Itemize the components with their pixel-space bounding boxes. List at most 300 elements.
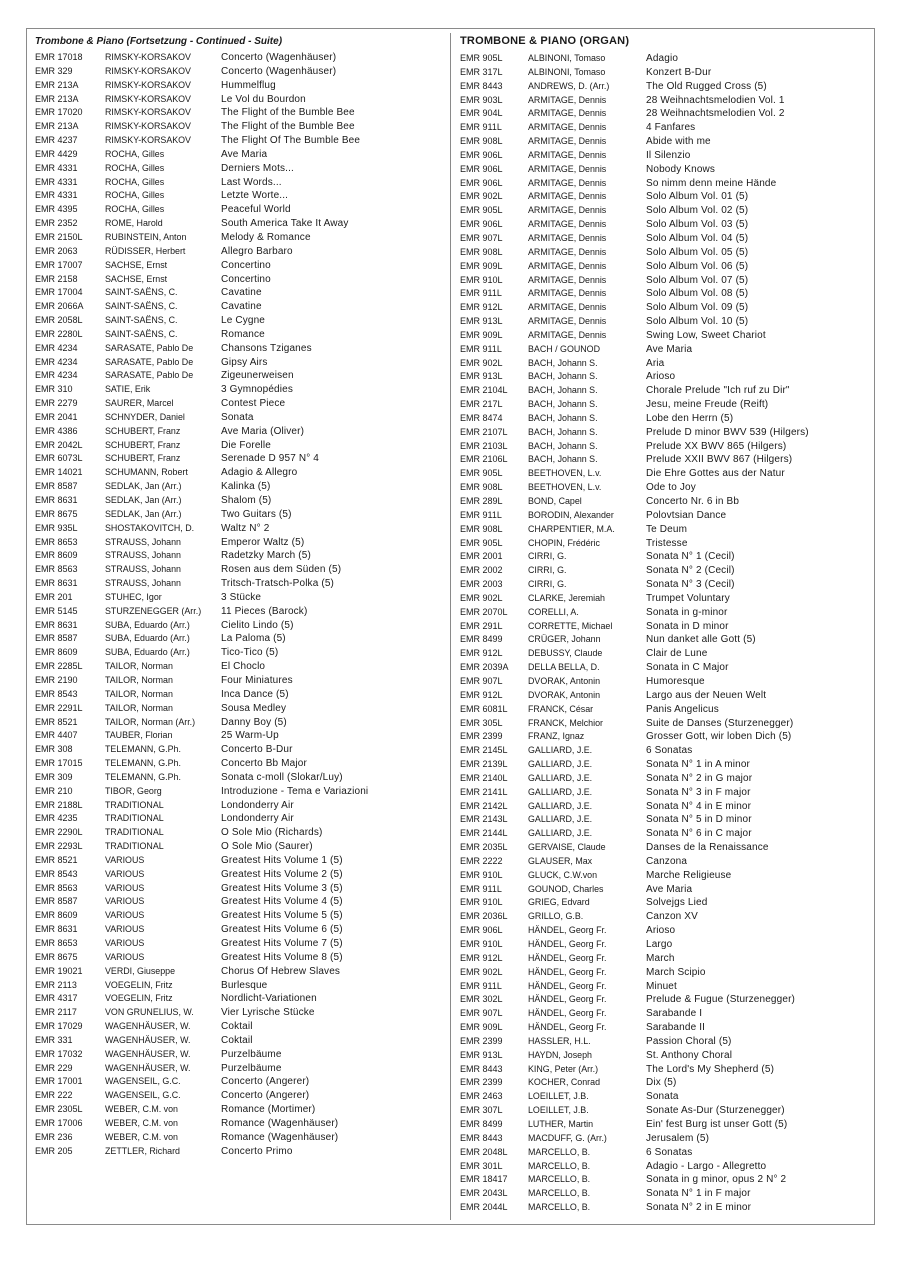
catalog-number: EMR 8587 [35, 896, 78, 907]
work-title: Sonata in C Major [646, 662, 729, 674]
work-title: Concerto (Wagenhäuser) [221, 65, 337, 77]
catalog-number: EMR 908L [460, 246, 503, 257]
work-title: Sonata N° 5 in D minor [646, 814, 752, 826]
list-item [460, 938, 870, 952]
work-title: Purzelbäume [221, 1062, 282, 1074]
work-title: Purzelbäume [221, 1048, 282, 1060]
work-title: Waltz N° 2 [221, 522, 270, 534]
work-title: 3 Gymnopédies [221, 384, 293, 396]
composer-name: ARMITAGE, Dennis [528, 205, 607, 216]
catalog-number: EMR 17032 [35, 1048, 83, 1059]
catalog-number: EMR 8675 [35, 951, 78, 962]
work-title: Solo Album Vol. 07 (5) [646, 274, 749, 286]
composer-name: TRADITIONAL [105, 813, 164, 824]
catalog-number: EMR 17001 [35, 1076, 83, 1087]
composer-name: SCHUBERT, Franz [105, 425, 181, 436]
list-item [35, 383, 445, 397]
catalog-number: EMR 17004 [35, 287, 83, 298]
catalog-number: EMR 2141L [460, 786, 508, 797]
catalog-number: EMR 291L [460, 620, 503, 631]
list-item [35, 591, 445, 605]
composer-name: MARCELLO, B. [528, 1146, 591, 1157]
composer-name: RIMSKY-KORSAKOV [105, 107, 191, 118]
work-title: Abide with me [646, 136, 711, 148]
composer-name: GALLIARD, J.E. [528, 814, 593, 825]
work-title: Emperor Waltz (5) [221, 536, 305, 548]
work-title: Le Cygne [221, 315, 266, 327]
composer-name: ROCHA, Gilles [105, 204, 165, 215]
catalog-number: EMR 17020 [35, 107, 83, 118]
work-title: Sarabande I [646, 1008, 703, 1020]
work-title: Prelude D minor BWV 539 (Hilgers) [646, 426, 809, 438]
right-catalog-list [460, 52, 870, 1215]
composer-name: SACHSE, Ernst [105, 259, 168, 270]
composer-name: SATIE, Erik [105, 384, 151, 395]
work-title: Sonata N° 1 in A minor [646, 759, 751, 771]
composer-name: KOCHER, Conrad [528, 1077, 601, 1088]
list-item [35, 522, 445, 536]
catalog-number: EMR 4331 [35, 176, 78, 187]
work-title: Solo Album Vol. 05 (5) [646, 246, 749, 258]
list-item [35, 508, 445, 522]
composer-name: ALBINONI, Tomaso [528, 66, 606, 77]
catalog-number: EMR 913L [460, 1049, 503, 1060]
composer-name: WEBER, C.M. von [105, 1131, 178, 1142]
work-title: Arioso [646, 925, 676, 937]
catalog-number: EMR 8631 [35, 495, 78, 505]
list-item [460, 52, 870, 66]
list-item [35, 812, 445, 826]
work-title: Solvejgs Lied [646, 897, 708, 909]
list-item [35, 992, 445, 1006]
list-item [35, 217, 445, 231]
list-item [460, 647, 870, 661]
work-title: Prelude & Fugue (Sturzenegger) [646, 994, 796, 1006]
work-title: Danses de la Renaissance [646, 842, 769, 854]
list-item [460, 1201, 870, 1215]
catalog-number: EMR 911L [460, 509, 502, 520]
list-item [460, 343, 870, 357]
list-item [35, 674, 445, 688]
composer-name: BACH, Johann S. [528, 399, 598, 410]
list-item [35, 93, 445, 107]
list-item [460, 1187, 870, 1201]
catalog-number: EMR 4331 [35, 190, 78, 201]
list-item [460, 800, 870, 814]
catalog-number: EMR 2036L [460, 911, 508, 922]
list-item [460, 232, 870, 246]
composer-name: ARMITAGE, Dennis [528, 177, 607, 188]
catalog-number: EMR 4386 [35, 425, 78, 436]
composer-name: KING, Peter (Arr.) [528, 1063, 599, 1074]
work-title: Radetzky March (5) [221, 550, 311, 562]
list-item [460, 758, 870, 772]
composer-name: SEDLAK, Jan (Arr.) [105, 495, 182, 505]
list-item [35, 452, 445, 466]
work-title: Concerto (Angerer) [221, 1090, 310, 1102]
catalog-number: EMR 902L [460, 191, 503, 202]
list-item [35, 1089, 445, 1103]
list-item [35, 1006, 445, 1020]
list-item [460, 661, 870, 675]
list-item [460, 260, 870, 274]
catalog-number: EMR 8631 [35, 619, 78, 630]
catalog-number: EMR 213A [35, 121, 79, 132]
composer-name: LOEILLET, J.B. [528, 1105, 589, 1116]
list-item [35, 106, 445, 120]
work-title: Londonderry Air [221, 813, 294, 825]
composer-name: ARMITAGE, Dennis [528, 149, 607, 160]
composer-name: FRANCK, Melchior [528, 717, 603, 728]
list-item [460, 703, 870, 717]
list-item [35, 259, 445, 273]
composer-name: HÄNDEL, Georg Fr. [528, 966, 607, 977]
list-item [35, 1103, 445, 1117]
composer-name: SARASATE, Pablo De [105, 370, 194, 381]
work-title: Adagio & Allegro [221, 467, 298, 479]
work-title: Coktail [221, 1034, 253, 1046]
work-title: Peaceful World [221, 204, 291, 216]
composer-name: HÄNDEL, Georg Fr. [528, 939, 607, 949]
catalog-number: EMR 222 [35, 1090, 73, 1101]
catalog-number: EMR 913L [460, 371, 503, 382]
composer-name: BACH / GOUNOD [528, 343, 600, 354]
composer-name: WAGENHÄUSER, W. [105, 1062, 191, 1073]
catalog-number: EMR 2290L [35, 827, 83, 838]
work-title: South America Take It Away [221, 218, 349, 230]
work-title: Polovtsian Dance [646, 509, 727, 521]
composer-name: HÄNDEL, Georg Fr. [528, 1022, 607, 1033]
work-title: Concertino [221, 259, 271, 271]
work-title: Letzte Worte... [221, 190, 289, 202]
composer-name: TRADITIONAL [105, 799, 164, 810]
composer-name: ARMITAGE, Dennis [528, 219, 607, 230]
composer-name: HÄNDEL, Georg Fr. [528, 980, 607, 991]
composer-name: BACH, Johann S. [528, 357, 598, 368]
catalog-number: EMR 902L [460, 966, 503, 977]
work-title: Aria [646, 357, 665, 369]
composer-name: HAYDN, Joseph [528, 1049, 592, 1060]
list-item [460, 121, 870, 135]
catalog-number: EMR 4317 [35, 993, 78, 1004]
list-item [35, 536, 445, 550]
work-title: Chorale Prelude "Ich ruf zu Dir" [646, 385, 790, 397]
work-title: The Flight Of The Bumble Bee [221, 135, 361, 147]
list-item [460, 980, 870, 994]
work-title: Cielito Lindo (5) [221, 619, 294, 631]
composer-name: TAILOR, Norman [105, 674, 173, 685]
work-title: Derniers Mots... [221, 162, 294, 174]
composer-name: ARMITAGE, Dennis [528, 274, 607, 285]
list-item [35, 799, 445, 813]
catalog-number: EMR 912L [460, 952, 503, 963]
work-title: Sonata N° 2 in G major [646, 772, 753, 784]
catalog-number: EMR 4235 [35, 813, 78, 824]
work-title: Dix (5) [646, 1077, 677, 1089]
work-title: The Flight of the Bumble Bee [221, 107, 355, 119]
work-title: Sonata N° 3 in F major [646, 786, 751, 798]
composer-name: STRAUSS, Johann [105, 564, 181, 575]
catalog-number: EMR 906L [460, 149, 503, 160]
catalog-number: EMR 201 [35, 591, 73, 602]
composer-name: HÄNDEL, Georg Fr. [528, 994, 607, 1005]
catalog-number: EMR 906L [460, 925, 503, 936]
composer-name: CRÜGER, Johann [528, 634, 601, 645]
work-title: Greatest Hits Volume 1 (5) [221, 854, 343, 866]
composer-name: RIMSKY-KORSAKOV [105, 121, 191, 132]
composer-name: TELEMANN, G.Ph. [105, 744, 181, 755]
work-title: Romance (Mortimer) [221, 1104, 316, 1116]
work-title: Four Miniatures [221, 674, 293, 686]
catalog-number: EMR 906L [460, 219, 503, 230]
catalog-number: EMR 8609 [35, 550, 78, 561]
work-title: Melody & Romance [221, 231, 311, 243]
catalog-number: EMR 18417 [460, 1174, 508, 1185]
work-title: Solo Album Vol. 02 (5) [646, 205, 749, 217]
work-title: Romance (Wagenhäuser) [221, 1131, 339, 1143]
catalog-number: EMR 2042L [35, 439, 83, 450]
composer-name: DEBUSSY, Claude [528, 648, 603, 659]
list-item [460, 592, 870, 606]
list-item [460, 149, 870, 163]
list-item [460, 107, 870, 121]
list-item [35, 369, 445, 383]
catalog-number: EMR 19021 [35, 965, 83, 976]
composer-name: VOEGELIN, Fritz [105, 993, 173, 1004]
work-title: Gipsy Airs [221, 356, 268, 368]
catalog-number: EMR 902L [460, 357, 503, 368]
work-title: Sonata in D minor [646, 620, 729, 632]
work-title: Sonata N° 4 in E minor [646, 800, 752, 812]
work-title: Sonata [646, 1091, 679, 1103]
list-item [35, 1048, 445, 1062]
catalog-number: EMR 2291L [35, 702, 83, 713]
catalog-number: EMR 310 [35, 384, 73, 395]
work-title: Shalom (5) [221, 495, 272, 506]
catalog-number: EMR 2106L [460, 454, 508, 465]
catalog-number: EMR 8631 [35, 924, 78, 935]
list-item [35, 286, 445, 300]
composer-name: MARCELLO, B. [528, 1160, 591, 1171]
work-title: Ode to Joy [646, 482, 696, 494]
catalog-number: EMR 8443 [460, 80, 503, 91]
list-item [35, 411, 445, 425]
composer-name: DELLA BELLA, D. [528, 662, 600, 673]
composer-name: TAILOR, Norman [105, 702, 173, 713]
catalog-number: EMR 909L [460, 329, 503, 340]
catalog-number: EMR 905L [460, 205, 503, 216]
catalog-number: EMR 907L [460, 1008, 503, 1019]
catalog-number: EMR 905L [460, 468, 503, 479]
work-title: 6 Sonatas [646, 1146, 693, 1158]
right-column [460, 34, 870, 1215]
list-item [35, 716, 445, 730]
composer-name: ANDREWS, D. (Arr.) [528, 80, 610, 91]
composer-name: BEETHOVEN, L.v. [528, 468, 602, 479]
catalog-number: EMR 2104L [460, 385, 508, 396]
work-title: Le Vol du Bourdon [221, 93, 306, 105]
list-item [460, 730, 870, 744]
list-item [460, 440, 870, 454]
work-title: Tritsch-Tratsch-Polka (5) [221, 578, 335, 590]
catalog-number: EMR 2107L [460, 426, 508, 437]
work-title: Sonata N° 2 in E minor [646, 1202, 752, 1214]
list-item [460, 135, 870, 149]
work-title: Tico-Tico (5) [221, 647, 279, 659]
column-divider [450, 33, 451, 1220]
catalog-number: EMR 301L [460, 1160, 503, 1171]
left-catalog-list [35, 51, 445, 1159]
work-title: Cavatine [221, 287, 262, 299]
work-title: Concerto B-Dur [221, 744, 293, 756]
composer-name: RIMSKY-KORSAKOV [105, 79, 191, 90]
catalog-number: EMR 2058L [35, 315, 83, 326]
list-item [460, 883, 870, 897]
composer-name: MARCELLO, B. [528, 1188, 591, 1199]
catalog-number: EMR 2048L [460, 1146, 508, 1157]
catalog-number: EMR 2399 [460, 1035, 503, 1046]
catalog-number: EMR 2063 [35, 245, 78, 256]
work-title: The Lord's My Shepherd (5) [646, 1063, 775, 1075]
list-item [35, 660, 445, 674]
catalog-number: EMR 910L [460, 274, 503, 285]
catalog-number: EMR 4234 [35, 356, 78, 367]
work-title: Chorus Of Hebrew Slaves [221, 965, 341, 977]
work-title: Konzert B-Dur [646, 66, 712, 78]
composer-name: TRADITIONAL [105, 827, 164, 838]
composer-name: GALLIARD, J.E. [528, 786, 593, 797]
composer-name: CIRRI, G. [528, 579, 567, 590]
composer-name: WEBER, C.M. von [105, 1104, 178, 1115]
work-title: Sarabande II [646, 1022, 706, 1034]
work-title: Solo Album Vol. 06 (5) [646, 260, 749, 272]
work-title: Ein' fest Burg ist unser Gott (5) [646, 1118, 788, 1130]
composer-name: TELEMANN, G.Ph. [105, 771, 181, 782]
list-item [460, 855, 870, 869]
composer-name: RIMSKY-KORSAKOV [105, 52, 191, 62]
catalog-number: EMR 6073L [35, 453, 83, 464]
list-item [35, 840, 445, 854]
catalog-number: EMR 911L [460, 122, 502, 133]
composer-name: GRILLO, G.B. [528, 911, 584, 922]
work-title: Largo [646, 939, 673, 950]
composer-name: BACH, Johann S. [528, 385, 598, 396]
composer-name: MARCELLO, B. [528, 1202, 591, 1213]
work-title: Cavatine [221, 301, 262, 313]
work-title: March Scipio [646, 966, 706, 978]
catalog-number: EMR 331 [35, 1034, 73, 1045]
catalog-number: EMR 4429 [35, 148, 78, 159]
catalog-number: EMR 289L [460, 496, 503, 506]
catalog-number: EMR 2039A [460, 662, 509, 673]
composer-name: RÜDISSER, Herbert [105, 245, 186, 256]
list-item [35, 314, 445, 328]
catalog-number: EMR 2279 [35, 398, 78, 409]
work-title: 28 Weihnachtsmelodien Vol. 2 [646, 108, 785, 120]
list-item [35, 549, 445, 563]
catalog-number: EMR 2140L [460, 772, 508, 783]
work-title: Introduzione - Tema e Variazioni [221, 785, 369, 797]
right-heading: TROMBONE & PIANO (ORGAN) [460, 35, 630, 47]
work-title: Romance [221, 328, 265, 340]
catalog-number: EMR 2043L [460, 1188, 508, 1199]
composer-name: LUTHER, Martin [528, 1118, 594, 1129]
composer-name: BACH, Johann S. [528, 412, 598, 423]
catalog-number: EMR 308 [35, 744, 73, 755]
catalog-number: EMR 2293L [35, 841, 83, 852]
catalog-number: EMR 2188L [35, 799, 83, 810]
work-title: Ave Maria [646, 343, 693, 355]
work-title: Canzona [646, 855, 688, 867]
work-title: Coktail [221, 1021, 253, 1033]
catalog-number: EMR 5145 [35, 605, 78, 616]
work-title: Solo Album Vol. 08 (5) [646, 288, 749, 300]
list-item [460, 1049, 870, 1063]
catalog-number: EMR 8653 [35, 536, 78, 547]
list-item [35, 1075, 445, 1089]
work-title: Te Deum [646, 523, 688, 535]
list-item [35, 245, 445, 259]
composer-name: VARIOUS [105, 882, 145, 893]
catalog-number: EMR 910L [460, 897, 503, 908]
list-item [460, 370, 870, 384]
list-item [35, 189, 445, 203]
catalog-number: EMR 8474 [460, 412, 503, 423]
composer-name: CHOPIN, Frédéric [528, 537, 600, 548]
catalog-number: EMR 236 [35, 1131, 73, 1142]
list-item [460, 606, 870, 620]
work-title: Humoresque [646, 675, 705, 687]
work-title: Concertino [221, 273, 271, 285]
composer-name: MACDUFF, G. (Arr.) [528, 1132, 607, 1143]
catalog-number: EMR 309 [35, 771, 73, 782]
list-item [35, 51, 445, 65]
composer-name: VON GRUNELIUS, W. [105, 1007, 194, 1018]
catalog-number: EMR 2399 [460, 731, 503, 742]
catalog-number: EMR 8587 [35, 633, 78, 644]
work-title: Sonata N° 1 (Cecil) [646, 551, 735, 563]
list-item [460, 1173, 870, 1187]
list-item [35, 328, 445, 342]
catalog-number: EMR 2305L [35, 1104, 83, 1115]
composer-name: GRIEG, Edvard [528, 897, 590, 908]
list-item [460, 578, 870, 592]
composer-name: SARASATE, Pablo De [105, 356, 194, 367]
composer-name: WAGENHÄUSER, W. [105, 1021, 191, 1032]
catalog-number: EMR 2285L [35, 661, 83, 672]
work-title: Solo Album Vol. 04 (5) [646, 232, 749, 244]
list-item [460, 1132, 870, 1146]
composer-name: CLARKE, Jeremiah [528, 592, 605, 603]
work-title: Concerto Primo [221, 1145, 293, 1157]
catalog-number: EMR 229 [35, 1062, 73, 1073]
composer-name: CIRRI, G. [528, 551, 567, 562]
catalog-number: EMR 2158 [35, 273, 78, 284]
list-item [460, 772, 870, 786]
list-item [35, 342, 445, 356]
composer-name: RIMSKY-KORSAKOV [105, 65, 191, 76]
catalog-number: EMR 906L [460, 177, 503, 188]
composer-name: BORODIN, Alexander [528, 509, 614, 520]
catalog-number: EMR 2044L [460, 1202, 508, 1213]
catalog-number: EMR 4395 [35, 204, 78, 215]
catalog-number: EMR 2103L [460, 440, 508, 451]
catalog-number: EMR 8675 [35, 508, 78, 519]
catalog-number: EMR 910L [460, 869, 503, 880]
composer-name: GALLIARD, J.E. [528, 828, 593, 839]
work-title: Ave Maria [221, 148, 268, 160]
composer-name: SAINT-SAËNS, C. [105, 287, 178, 298]
